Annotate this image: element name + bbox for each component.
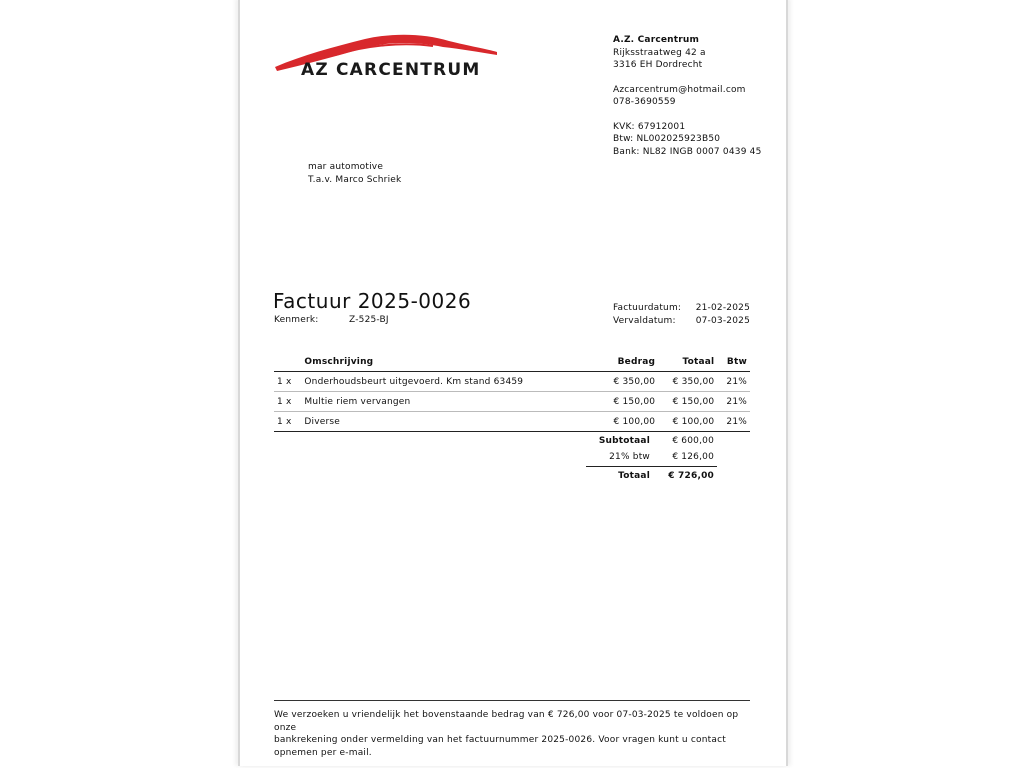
row-description: Onderhoudsbeurt uitgevoerd. Km stand 63459 (304, 372, 563, 392)
company-street: Rijksstraatweg 42 a (613, 47, 706, 58)
row-qty: 1 x (274, 412, 304, 432)
vat-value: € 126,00 (672, 452, 714, 462)
company-email: Azcarcentrum@hotmail.com (613, 84, 746, 95)
summary-divider (586, 466, 717, 467)
company-bank: Bank: NL82 INGB 0007 0439 45 (613, 146, 762, 157)
footer-divider (274, 700, 750, 701)
row-total: € 350,00 (655, 372, 714, 392)
subtotal-label: Subtotaal (598, 436, 650, 446)
row-description: Diverse (304, 412, 563, 432)
subtotal-value: € 600,00 (672, 436, 714, 446)
total-value: € 726,00 (668, 471, 714, 481)
vat-label: 21% btw (609, 452, 650, 462)
header-price: Bedrag (563, 352, 655, 372)
invoice-date: 21-02-2025 (695, 303, 750, 313)
company-kvk: KVK: 67912001 (613, 121, 686, 132)
row-total: € 100,00 (655, 412, 714, 432)
table-row (274, 412, 750, 432)
row-total: € 150,00 (655, 392, 714, 412)
payment-note (274, 709, 754, 759)
invoice-dates (613, 302, 750, 327)
company-name: A.Z. Carcentrum (613, 35, 700, 45)
row-vat: 21% (714, 372, 750, 392)
row-qty: 1 x (274, 392, 304, 412)
invoice-date-label: Factuurdatum: (613, 303, 682, 313)
row-qty: 1 x (274, 372, 304, 392)
row-price: € 100,00 (563, 412, 655, 432)
total-label: Totaal (618, 471, 650, 481)
table-row (274, 392, 750, 412)
table-row (274, 372, 750, 392)
payment-note-line-1: We verzoeken u vriendelijk het bovenstaande bedrag van € 726,00 voor 07-03-2025 te voldoen op onze (274, 710, 739, 733)
row-price: € 150,00 (563, 392, 655, 412)
company-postal-city: 3316 EH Dordrecht (613, 60, 703, 70)
due-date: 07-03-2025 (695, 315, 750, 326)
due-date-label: Vervaldatum: (613, 315, 676, 326)
company-phone: 078-3690559 (613, 97, 676, 107)
logo-text: AZ CARCENTRUM (301, 60, 481, 80)
recipient-block (308, 161, 401, 186)
recipient-company: mar automotive (308, 162, 384, 172)
company-btw: Btw: NL002025923B50 (613, 134, 721, 144)
header-vat: Btw (714, 352, 750, 372)
header-qty (274, 352, 304, 372)
table-header-row (274, 352, 750, 372)
row-vat: 21% (714, 412, 750, 432)
invoice-title: Factuur 2025-0026 (273, 289, 472, 313)
invoice-items-table (274, 352, 750, 432)
row-price: € 350,00 (563, 372, 655, 392)
payment-note-line-2: bankrekening onder vermelding van het factuurnummer 2025-0026. Voor vragen kunt u contact opnemen per e-mail. (274, 735, 726, 758)
reference-value: Z-525-BJ (349, 315, 389, 325)
company-logo (273, 33, 501, 81)
header-total: Totaal (655, 352, 714, 372)
header-description: Omschrijving (304, 352, 563, 372)
recipient-attention: T.a.v. Marco Schriek (308, 174, 402, 185)
company-details (613, 34, 762, 158)
row-vat: 21% (714, 392, 750, 412)
reference-label: Kenmerk: (274, 315, 319, 325)
row-description: Multie riem vervangen (304, 392, 563, 412)
